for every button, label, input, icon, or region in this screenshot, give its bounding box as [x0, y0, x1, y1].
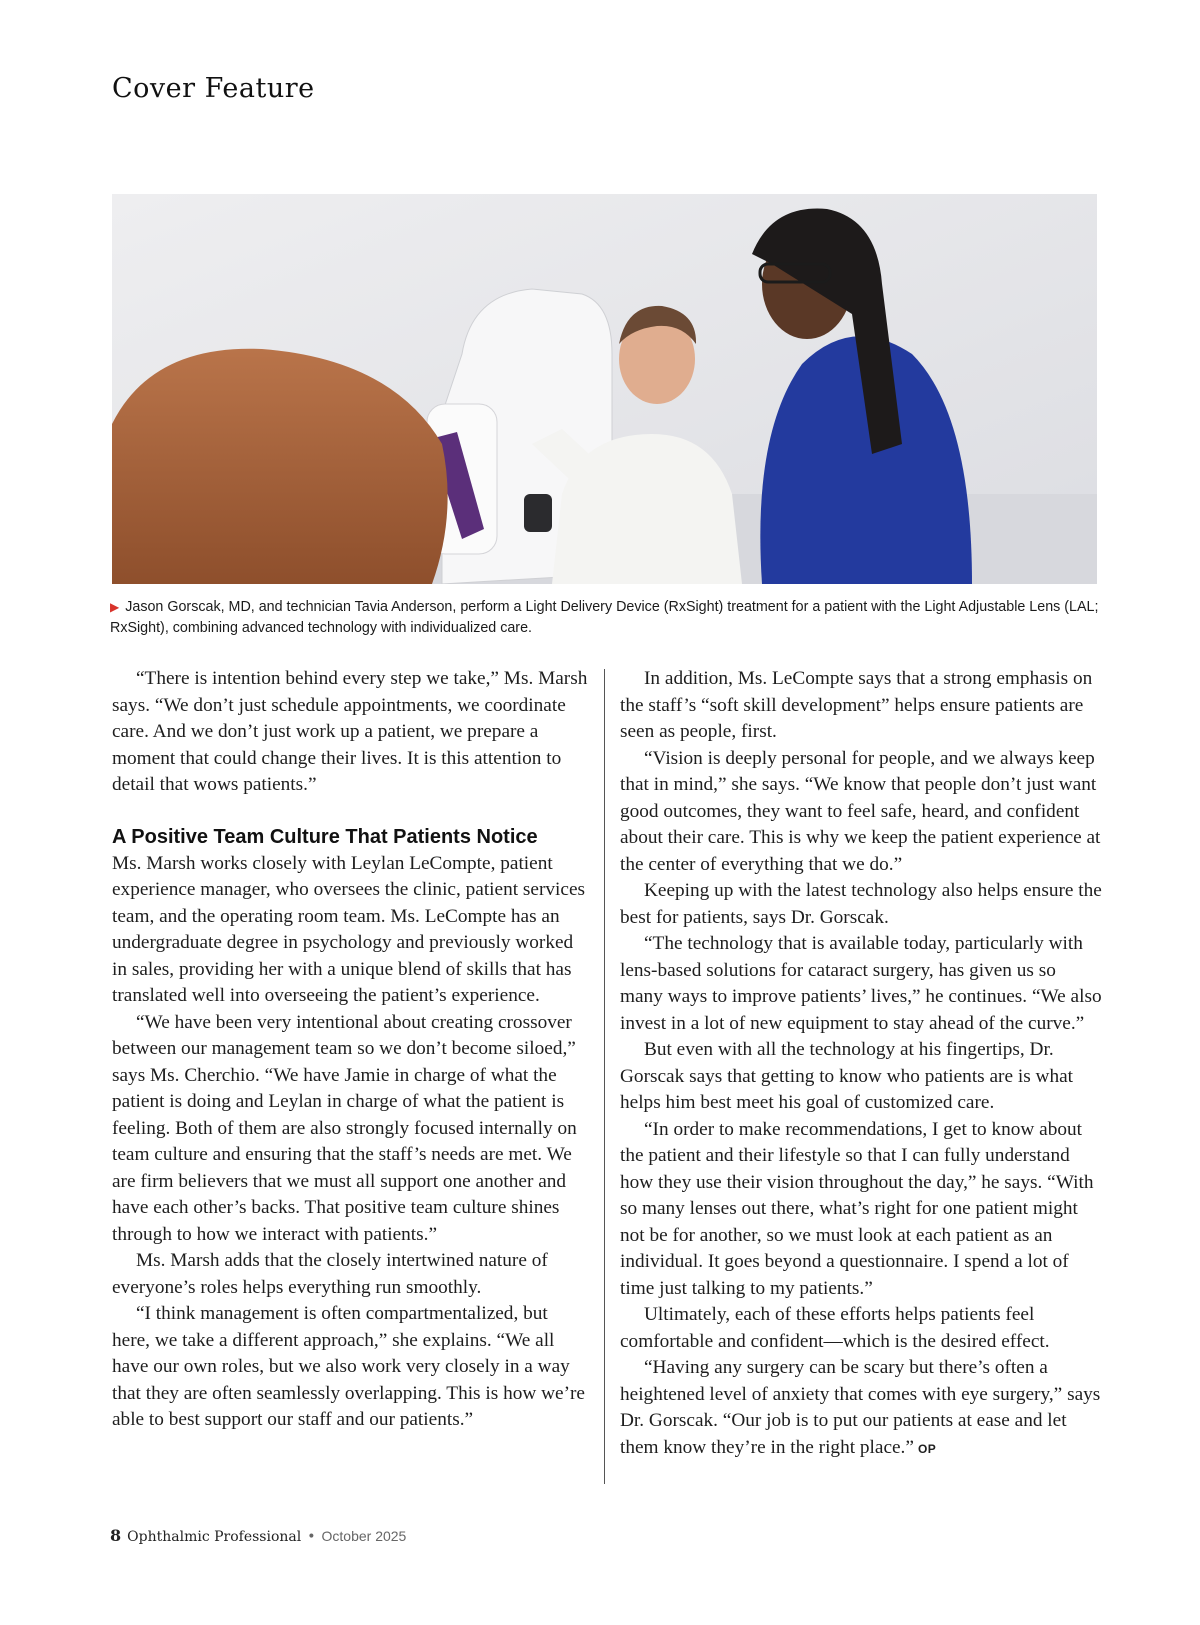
paragraph: Ultimately, each of these efforts helps patients feel comfortable and confident—which is the desired effect. [620, 1304, 1050, 1352]
issue-date: October 2025 [321, 1528, 407, 1544]
cover-photo [112, 194, 1097, 584]
page-number: 8 [110, 1526, 122, 1545]
paragraph: “I think management is often compartmentalized, but here, we take a different approach,” she explains. “We all have our own roles, but we also work very closely in a way that they are often seamlessly overlapping. This is how we’re able to best support our staff and our patients.” [112, 1303, 585, 1430]
left-column [112, 666, 590, 1434]
paragraph: “There is intention behind every step we take,” Ms. Marsh says. “We don’t just schedule appointments, we coordinate care. And we don’t just work up a patient, we prepare a moment that could change their lives. It is this attention to detail that wows patients.” [112, 668, 588, 795]
photo-image-icon [112, 194, 1097, 584]
section-heading: A Positive Team Culture That Patients Notice [112, 825, 538, 848]
column-divider [604, 669, 605, 1484]
paragraph: “In order to make recommendations, I get to know about the patient and their lifestyle so that I can fully understand how they use their vision throughout the day,” he says. “With so many lenses out there, what’s right for one patient might not be for another, so we must look at each patient as an individual. It goes beyond a questionnaire. I spend a lot of time just talking to my patients.” [620, 1118, 1094, 1299]
publication-name: Ophthalmic Professional [127, 1529, 302, 1545]
paragraph: “We have been very intentional about creating crossover between our management team so we don’t become siloed,” says Ms. Cherchio. “We have Jamie in charge of what the patient is doing and Leylan in charge of what the patient is feeling. Both of them are also strongly focused internally on team culture and ensuring that the staff’s needs are met. We are firm believers that we must all support one another and have each other’s backs. That positive team culture shines through to how we interact with patients.” [112, 1011, 577, 1245]
footer-separator: • [307, 1529, 316, 1545]
paragraph: Ms. Marsh adds that the closely intertwined nature of everyone’s roles helps everything run smoothly. [112, 1250, 548, 1298]
section-label: Cover Feature [112, 73, 315, 104]
right-column [620, 666, 1102, 1462]
paragraph: “The technology that is available today, particularly with lens-based solutions for cataract surgery, has given us so many ways to improve patients’ lives,” he continues. “We also invest in a lot of new equipment to stay ahead of the curve.” [620, 933, 1102, 1034]
caption-text: Jason Gorscak, MD, and technician Tavia Anderson, perform a Light Delivery Device (RxSight) treatment for a patient with the Light Adjustable Lens (LAL; RxSight), combining advanced technology with individualized care. [110, 599, 1099, 636]
paragraph: Ms. Marsh works closely with Leylan LeCompte, patient experience manager, who oversees the clinic, patient services team, and the operating room team. Ms. LeCompte has an undergraduate degree in psychology and previously worked in sales, providing her with a unique blend of skills that has translated well into overseeing the patient’s experience. [112, 852, 586, 1006]
paragraph [620, 1355, 1102, 1462]
paragraph: Keeping up with the latest technology also helps ensure the best for patients, says Dr. Gorscak. [620, 880, 1102, 928]
paragraph: In addition, Ms. LeCompte says that a strong emphasis on the staff’s “soft skill development” helps ensure patients are seen as people, first. [620, 668, 1093, 742]
page-footer [110, 1526, 406, 1545]
end-mark: OP [917, 1441, 937, 1456]
paragraph: “Vision is deeply personal for people, and we always keep that in mind,” she says. “We know that people don’t just want good outcomes, they want to feel safe, heard, and confident about their care. This is why we keep the patient experience at the center of everything that we do.” [620, 747, 1101, 875]
paragraph: But even with all the technology at his fingertips, Dr. Gorscak says that getting to know who patients are is what helps him best meet his goal of customized care. [620, 1039, 1074, 1113]
paragraph-text: “Having any surgery can be scary but there’s often a heightened level of anxiety that comes with eye surgery,” says Dr. Gorscak. “Our job is to put our patients at ease and let them know they’re in the right place.” [620, 1357, 1101, 1458]
photo-caption [110, 597, 1100, 639]
caption-marker-icon: ▶ [110, 600, 120, 614]
